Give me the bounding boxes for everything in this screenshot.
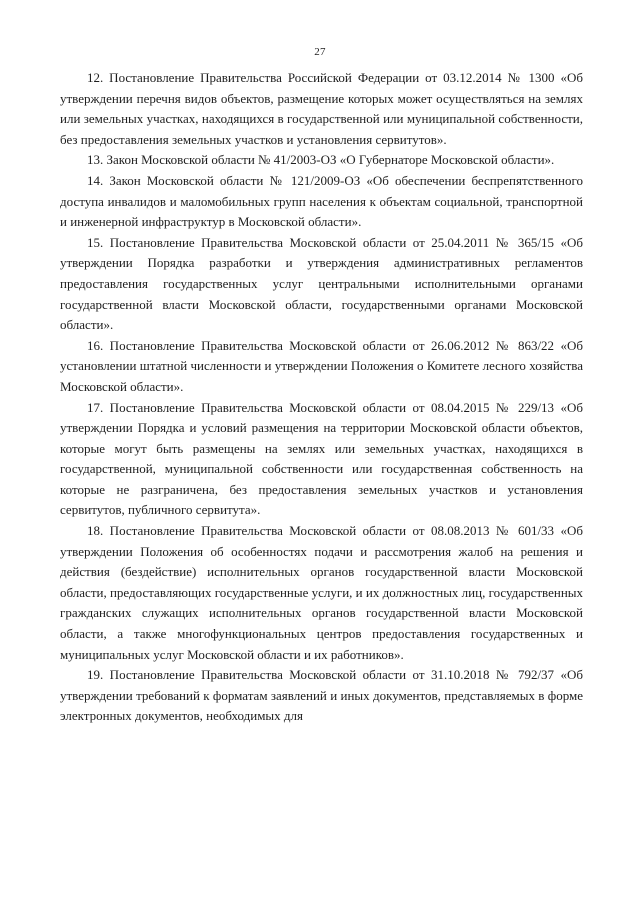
list-item-15: 15. Постановление Правительства Московской области от 25.04.2011 № 365/15 «Об утверждении Порядка разработки и утверждения административных регламентов предоставления государственных услуг центральными исполнительными органами государственной власти Московской области, государственными органами Московской области». bbox=[60, 234, 583, 333]
list-item-18: 18. Постановление Правительства Московской области от 08.08.2013 № 601/33 «Об утверждении Положения об особенностях подачи и рассмотрения жалоб на решения и действия (бездействие) исполнительных органов государственной власти Московской области, предоставляющих государственные услуги, и их должностных лиц, государственных гражданских служащих исполнительных органов государственной власти Московской области, а также многофункциональных центров предоставления государственных и муниципальных услуг Московской области и их работников». bbox=[60, 523, 584, 662]
list-item-14: 14. Закон Московской области № 121/2009-ОЗ «Об обеспечении беспрепятственного доступа инвалидов и маломобильных групп населения к объектам социальной, транспортной и инженерной инфраструктур в Московской области». bbox=[60, 172, 583, 230]
list-item-12: 12. Постановление Правительства Российской Федерации от 03.12.2014 № 1300 «Об утверждении перечня видов объектов, размещение которых может осуществляться на землях или земельных участках, находящихся в государственной или муниципальной собственности, без предоставления земельных участков и установления сервитутов». bbox=[60, 70, 583, 147]
page-number: 27 bbox=[314, 46, 326, 58]
list-item-13: 13. Закон Московской области № 41/2003-ОЗ «О Губернаторе Московской области». bbox=[87, 152, 555, 168]
list-item-19: 19. Постановление Правительства Московской области от 31.10.2018 № 792/37 «Об утверждении требований к форматам заявлений и иных документов, представляемых в форме электронных документов, необходимых для bbox=[60, 667, 583, 724]
list-item-17: 17. Постановление Правительства Московской области от 08.04.2015 № 229/13 «Об утверждении Порядка и условий размещения на территории Московской области объектов, которые могут быть размещены на землях или земельных участках, находящихся в государственной, муниципальной собственности или государственная собственность на которые не разграничена, без предоставления земельных участков и установления сервитутов, публичного сервитута». bbox=[60, 399, 583, 518]
document-body bbox=[60, 68, 583, 727]
list-item-16: 16. Постановление Правительства Московской области от 26.06.2012 № 863/22 «Об установлении штатной численности и утверждении Положения о Комитете лесного хозяйства Московской области». bbox=[60, 337, 583, 394]
